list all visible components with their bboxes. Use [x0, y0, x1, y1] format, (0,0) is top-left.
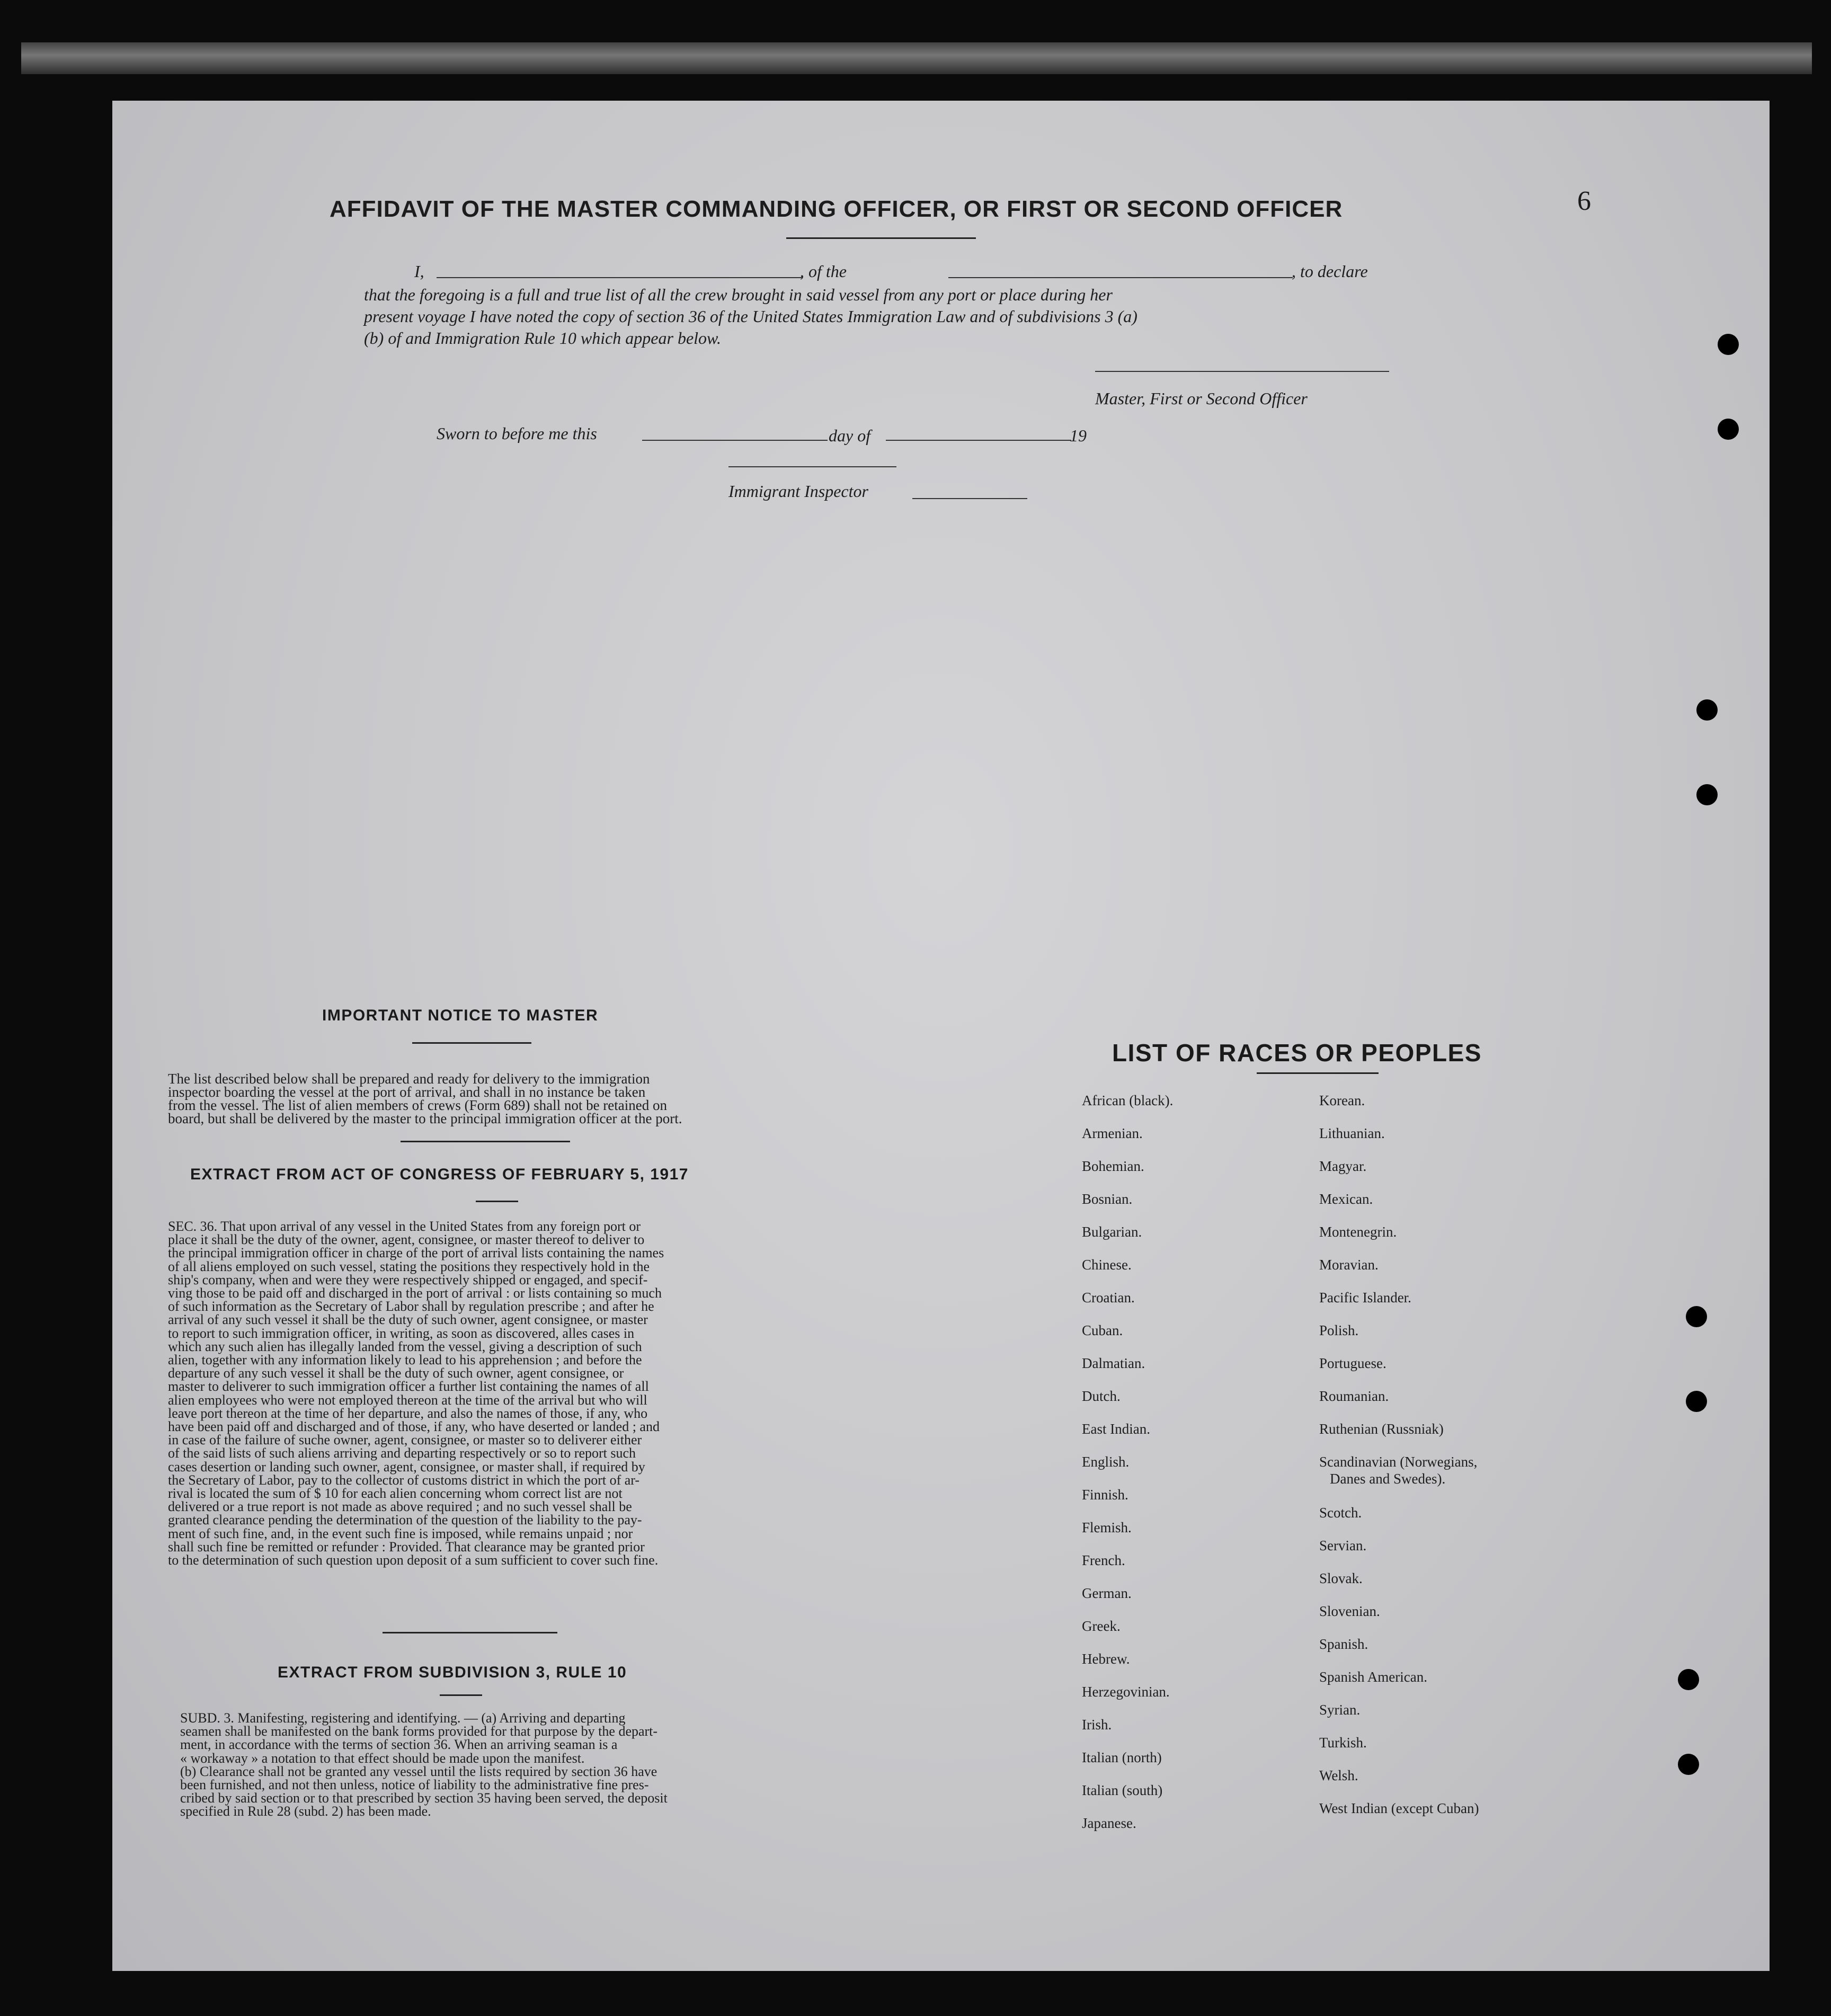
act-line: SEC. 36. That upon arrival of any vessel in the United States from any foreign port or [168, 1219, 641, 1234]
rule-line: specified in Rule 28 (subd. 2) has been made. [180, 1804, 431, 1819]
rule-line: SUBD. 3. Manifesting, registering and identifying. — (a) Arriving and departing [180, 1710, 626, 1726]
declaration-of-the: , of the [800, 262, 847, 281]
sworn-label: Sworn to before me this [437, 424, 597, 443]
act-line: place it shall be the duty of the owner, agent, consignee, or master thereof to deliver to [168, 1232, 645, 1248]
act-line: of the said lists of such aliens arriving and departing respectively or so to report such [168, 1445, 636, 1461]
race-col1-item: Bosnian. [1082, 1191, 1133, 1207]
punch-hole [1678, 1669, 1699, 1690]
notice-line: inspector boarding the vessel at the port of arrival, and shall in no instance be taken [168, 1084, 646, 1100]
race-col2-item: Spanish American. [1319, 1669, 1427, 1685]
race-col1-item: Dutch. [1082, 1388, 1121, 1404]
act-line: which any such alien has illegally landed from the vessel, giving a description of such [168, 1338, 642, 1354]
act-line: ship's company, when and were they were respectively shipped or engaged, and specif- [168, 1272, 648, 1287]
declaration-line-3: present voyage I have noted the copy of section 36 of the United States Immigration Law and of subdivisions 3 (a) [364, 307, 1137, 326]
race-col2-item: Slovak. [1319, 1570, 1363, 1586]
race-col2-item: Scotch. [1319, 1505, 1362, 1521]
rule-line: ment, in accordance with the terms of section 36. When an arriving seaman is a [180, 1737, 618, 1753]
declaration-to-declare: , to declare [1292, 262, 1368, 281]
act-line: of all aliens employed on such vessel, stating the positions they respectively hold in the [168, 1258, 650, 1274]
act-line: leave port thereon at the time of her departure, and also the names of those, if any, who [168, 1405, 648, 1421]
race-col2-item: West Indian (except Cuban) [1319, 1800, 1479, 1816]
race-col1-item: English. [1082, 1454, 1130, 1470]
punch-hole [1678, 1754, 1699, 1775]
race-col1-item: Italian (south) [1082, 1782, 1163, 1798]
day-of-label: day of [829, 426, 871, 445]
race-col2-item: Magyar. [1319, 1158, 1367, 1174]
declaration-line-4: (b) of and Immigration Rule 10 which appear below. [364, 328, 721, 348]
year-prefix: 19 [1070, 426, 1087, 445]
act-line: alien employees who were not employed thereon at the time of the arrival but who will [168, 1392, 647, 1408]
act-line: to the determination of such question upon deposit of a sum sufficient to cover such fine. [168, 1552, 659, 1568]
title-rule [786, 237, 976, 239]
race-col2-item: Ruthenian (Russniak) [1319, 1421, 1444, 1437]
inspector-signature-line[interactable] [728, 466, 896, 467]
rule-line: (b) Clearance shall not be granted any vessel until the lists required by section 36 have [180, 1763, 657, 1779]
notice-body [168, 1072, 796, 1125]
rule-extract-body [180, 1711, 796, 1818]
act-line: to report to such immigration officer, in writing, as soon as discovered, alles cases in [168, 1325, 635, 1341]
race-col1-item: Cuban. [1082, 1322, 1123, 1338]
act-line: rival is located the sum of $ 10 for each alien concerning whom correct list are not [168, 1486, 623, 1502]
notice-title: IMPORTANT NOTICE TO MASTER [322, 1007, 599, 1024]
rule-line: been furnished, and not then unless, notice of liability to the administrative fine pres- [180, 1777, 649, 1793]
race-col2-item: Scandinavian (Norwegians, [1319, 1454, 1478, 1470]
act-line: the principal immigration officer in charge of the port of arrival lists containing the names [168, 1245, 664, 1261]
race-col1-item: Greek. [1082, 1618, 1121, 1634]
declaration-i: I, [414, 262, 424, 281]
act-line: ving those to be paid off and discharged in the port of arrival : or lists containing so much [168, 1285, 662, 1301]
notice-rule [412, 1042, 531, 1044]
act-line: arrival of any such vessel it shall be the duty of such owner, agent consignee, or master [168, 1312, 648, 1328]
act-line: ment of such fine, and, in the event such fine is imposed, while remains unpaid ; nor [168, 1525, 633, 1541]
punch-hole [1686, 1306, 1707, 1327]
act-end-rule [383, 1632, 557, 1633]
declaration-line-2: that the foregoing is a full and true list of all the crew brought in said vessel from any port or place during her [364, 285, 1113, 304]
sworn-day-blank[interactable] [642, 440, 828, 441]
race-col2-item: Portuguese. [1319, 1355, 1386, 1371]
name-blank[interactable] [437, 277, 802, 278]
form-page [112, 101, 1770, 1971]
notice-line: board, but shall be delivered by the master to the principal immigration officer at the port. [168, 1111, 682, 1126]
race-col2-item: Roumanian. [1319, 1388, 1389, 1404]
month-blank[interactable] [886, 440, 1071, 441]
races-title: LIST OF RACES OR PEOPLES [1112, 1039, 1482, 1067]
page-number: 6 [1577, 186, 1591, 216]
act-extract-title: EXTRACT FROM ACT OF CONGRESS OF FEBRUARY 5, 1917 [190, 1166, 689, 1183]
race-col2-item: Danes and Swedes). [1330, 1471, 1446, 1487]
notice-end-rule [401, 1141, 570, 1142]
act-line: cases desertion or landing such owner, agent, consignee, or master shall, if required by [168, 1459, 645, 1475]
race-col2-item: Lithuanian. [1319, 1125, 1385, 1141]
race-col1-item: Bohemian. [1082, 1158, 1144, 1174]
punch-hole [1686, 1391, 1707, 1412]
race-col1-item: Croatian. [1082, 1290, 1135, 1305]
race-col1-item: Irish. [1082, 1717, 1112, 1733]
race-col2-item: Montenegrin. [1319, 1224, 1397, 1240]
page-edge-strip [21, 42, 1812, 74]
affidavit-title: AFFIDAVIT OF THE MASTER COMMANDING OFFICER, OR FIRST OR SECOND OFFICER [330, 196, 1343, 222]
race-col1-item: German. [1082, 1585, 1132, 1601]
notice-line: from the vessel. The list of alien members of crews (Form 689) shall not be retained on [168, 1097, 668, 1113]
race-col2-item: Syrian. [1319, 1702, 1361, 1718]
act-line: the Secretary of Labor, pay to the collector of customs district in which the port of ar- [168, 1472, 640, 1488]
notice-line: The list described below shall be prepared and ready for delivery to the immigration [168, 1071, 650, 1087]
rule-line: cribed by said section or to that prescribed by section 35 having been served, the deposit [180, 1790, 668, 1806]
race-col1-item: African (black). [1082, 1093, 1174, 1108]
act-line: departure of any such vessel it shall be the duty of such owner, agent consignee, or [168, 1365, 624, 1381]
race-col2-item: Pacific Islander. [1319, 1290, 1411, 1305]
race-col1-item: East Indian. [1082, 1421, 1150, 1437]
act-line: have been paid off and discharged and of those, if any, who have deserted or landed ; and [168, 1419, 660, 1435]
rule-line: « workaway » a notation to that effect should be made upon the manifest. [180, 1750, 585, 1766]
act-line: granted clearance pending the determination of the question of the liability to the pay- [168, 1512, 642, 1528]
act-line: in case of the failure of suche owner, agent, consignee, or master so to deliverer either [168, 1432, 642, 1448]
race-col1-item: Hebrew. [1082, 1651, 1130, 1667]
race-col1-item: Dalmatian. [1082, 1355, 1145, 1371]
race-col2-item: Spanish. [1319, 1636, 1368, 1652]
race-col2-item: Turkish. [1319, 1735, 1367, 1751]
act-line: master to deliverer to such immigration officer a further list containing the names of all [168, 1379, 649, 1395]
race-col2-item: Polish. [1319, 1322, 1359, 1338]
race-col1-item: Bulgarian. [1082, 1224, 1142, 1240]
punch-hole [1718, 334, 1739, 355]
punch-hole [1718, 419, 1739, 440]
race-col1-item: Italian (north) [1082, 1749, 1162, 1765]
act-line: alien, together with any information likely to lead to his apprehension ; and before the [168, 1352, 642, 1368]
race-col2-item: Korean. [1319, 1093, 1365, 1108]
signature-line[interactable] [1095, 371, 1389, 372]
inspector-blank[interactable] [912, 498, 1027, 499]
act-line: of such information as the Secretary of Labor shall by regulation prescribe ; and after he [168, 1299, 654, 1315]
race-col1-item: Finnish. [1082, 1487, 1128, 1503]
race-col1-item: Armenian. [1082, 1125, 1143, 1141]
bleed-through [518, 536, 1381, 1042]
race-col2-item: Moravian. [1319, 1257, 1379, 1273]
race-col1-item: Herzegovinian. [1082, 1684, 1170, 1700]
race-col1-item: Flemish. [1082, 1520, 1132, 1535]
rule-line: seamen shall be manifested on the bank forms provided for that purpose by the depart- [180, 1724, 658, 1739]
race-col2-item: Mexican. [1319, 1191, 1373, 1207]
signature-caption: Master, First or Second Officer [1095, 389, 1308, 408]
inspector-label: Immigrant Inspector [728, 482, 868, 501]
act-line: shall such fine be remitted or refunder : Provided. That clearance may be granted prior [168, 1539, 645, 1555]
race-col2-item: Servian. [1319, 1538, 1367, 1553]
act-title-rule [476, 1201, 518, 1202]
races-title-rule [1257, 1072, 1379, 1074]
rule-title-rule [440, 1694, 482, 1696]
race-col1-item: French. [1082, 1552, 1125, 1568]
vessel-blank[interactable] [948, 277, 1293, 278]
race-col1-item: Japanese. [1082, 1815, 1136, 1831]
punch-hole [1696, 784, 1718, 805]
race-col2-item: Welsh. [1319, 1768, 1358, 1783]
act-extract-body [168, 1220, 796, 1567]
act-line: delivered or a true report is not made as above required ; and no such vessel shall be [168, 1499, 632, 1515]
punch-hole [1696, 699, 1718, 721]
race-col2-item: Slovenian. [1319, 1603, 1380, 1619]
race-col1-item: Chinese. [1082, 1257, 1132, 1273]
rule-extract-title: EXTRACT FROM SUBDIVISION 3, RULE 10 [278, 1664, 627, 1681]
